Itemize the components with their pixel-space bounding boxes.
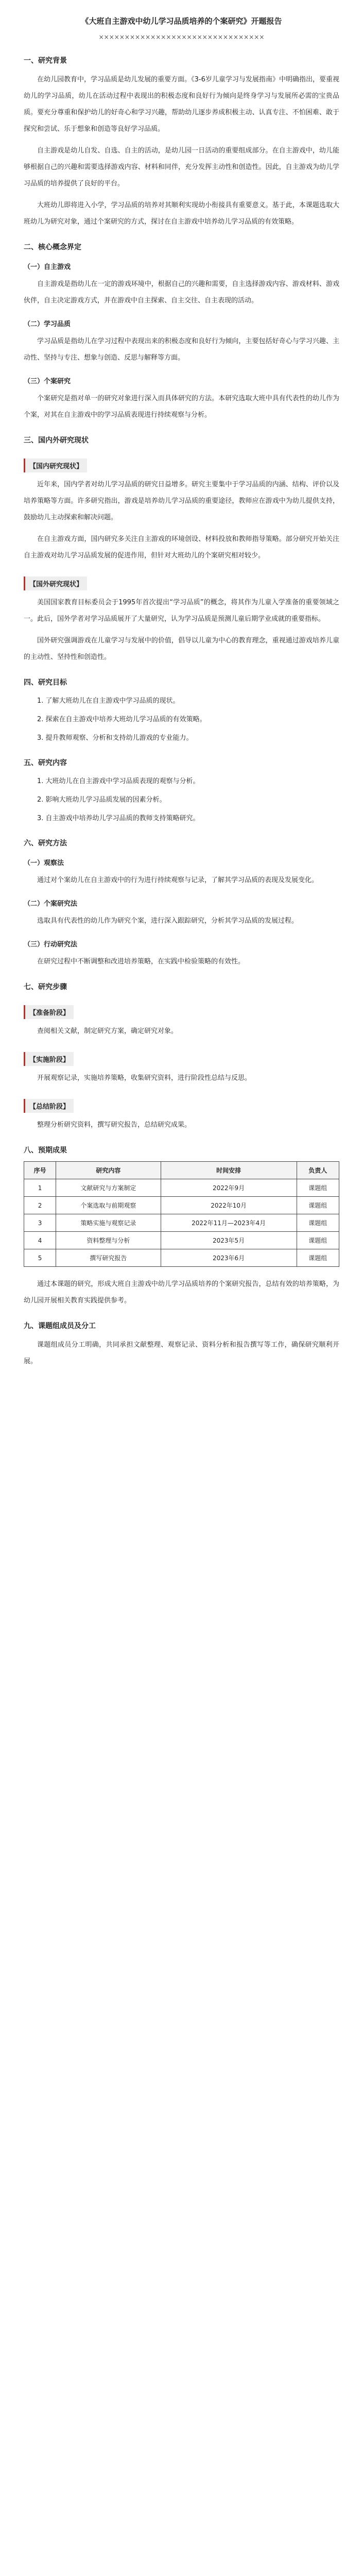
- document-tail: [24, 1276, 339, 1370]
- paragraph: 在研究过程中不断调整和改进培养策略，在实践中检验策略的有效性。: [37, 958, 245, 965]
- subsection-heading: （二）学习品质: [24, 320, 71, 328]
- document-body: [24, 55, 339, 1155]
- section-heading: 八、预期成果: [24, 1146, 67, 1155]
- table-row: [24, 1249, 339, 1267]
- section-tag: 【国外研究现状】: [24, 577, 87, 590]
- section-heading: 九、课题组成员及分工: [24, 1322, 96, 1330]
- subsection-heading: （三）行动研究法: [24, 941, 78, 948]
- table-row: [24, 1197, 339, 1214]
- subsection-heading: （一）自主游戏: [24, 263, 71, 271]
- table-cell: 4: [24, 1232, 56, 1249]
- list-item: 1. 了解大班幼儿在自主游戏中学习品质的现状。: [37, 697, 180, 705]
- section-heading: 二、核心概念界定: [24, 243, 81, 251]
- paragraph: 自主游戏是指幼儿在一定的游戏环境中，根据自己的兴趣和需要，自主选择游戏内容、游戏材料、游戏伙伴，自主决定游戏方式，并在游戏中自主探索、自主交往、自主表现的活动。: [24, 280, 339, 304]
- paragraph: 选取具有代表性的幼儿作为研究个案，进行深入跟踪研究，分析其学习品质的发展过程。: [37, 917, 299, 925]
- subsection-heading: （三）个案研究: [24, 378, 71, 385]
- schedule-table: [24, 1161, 339, 1267]
- table-cell: 课题组: [297, 1179, 339, 1197]
- table-cell: 5: [24, 1249, 56, 1267]
- table-row: [24, 1214, 339, 1232]
- paragraph: 国外研究强调游戏在儿童学习与发展中的价值，倡导以儿童为中心的教育理念，重视通过游戏培养儿童的主动性、坚持性和创造性。: [24, 637, 339, 661]
- table-cell: 3: [24, 1214, 56, 1232]
- subsection-heading: （二）个案研究法: [24, 900, 78, 908]
- paragraph: 开展观察记录，实施培养策略，收集研究资料，进行阶段性总结与反思。: [37, 1074, 252, 1082]
- paragraph: 在自主游戏方面，国内研究多关注自主游戏的环境创设、材料投放和教师指导策略。部分研究开始关注自主游戏对幼儿学习品质发展的促进作用，但针对大班幼儿的个案研究相对较少。: [24, 535, 339, 560]
- schedule-table-body: [24, 1179, 339, 1267]
- table-cell: 策略实施与观察记录: [56, 1214, 161, 1232]
- schedule-header-cell: 序号: [24, 1162, 56, 1179]
- list-item: 3. 提升教师观察、分析和支持幼儿游戏的专业能力。: [37, 734, 193, 742]
- paragraph: 在幼儿园教育中，学习品质是幼儿发展的重要方面。《3-6岁儿童学习与发展指南》中明确指出，要重视幼儿的学习品质，幼儿在活动过程中表现出的积极态度和良好行为倾向是终身学习与发展所必需的宝贵品质。要充分尊重和保护幼儿的好奇心和学习兴趣，帮助幼儿逐步养成积极主动、认真专注、不怕困难、敢于探究和尝试、乐于想象和创造等良好学习品质。: [24, 76, 339, 133]
- table-cell: 2023年5月: [161, 1232, 297, 1249]
- table-cell: 资料整理与分析: [56, 1232, 161, 1249]
- table-cell: 1: [24, 1179, 56, 1197]
- document-byline: ××××××××××××××××××××××××××××××××: [98, 33, 265, 41]
- section-heading: 三、国内外研究现状: [24, 436, 89, 445]
- schedule-table-header-row: [24, 1162, 339, 1179]
- table-cell: 课题组: [297, 1197, 339, 1214]
- section-tag: 【实施阶段】: [24, 1052, 74, 1066]
- paragraph: 自主游戏是幼儿自发、自选、自主的活动，是幼儿园一日活动的重要组成部分。在自主游戏中，幼儿能够根据自己的兴趣和需要选择游戏内容、材料和同伴，充分发挥主动性和创造性。因此，自主游戏为幼儿学习品质的培养提供了良好的平台。: [24, 147, 339, 188]
- table-cell: 课题组: [297, 1214, 339, 1232]
- section-heading: 五、研究内容: [24, 759, 67, 767]
- paragraph: 查阅相关文献，制定研究方案，确定研究对象。: [37, 1027, 178, 1035]
- paragraph: 通过对个案幼儿在自主游戏中的行为进行持续观察与记录，了解其学习品质的表现及发展变化。: [37, 876, 319, 884]
- section-tag: 【国内研究现状】: [24, 459, 87, 472]
- table-cell: 撰写研究报告: [56, 1249, 161, 1267]
- table-cell: 2023年6月: [161, 1249, 297, 1267]
- paragraph: 近年来，国内学者对幼儿学习品质的研究日益增多。研究主要集中于学习品质的内涵、结构、评价以及培养策略等方面。许多研究指出，游戏是培养幼儿学习品质的重要途径，教师应在游戏中为幼儿提供支持，鼓励幼儿主动探索和解决问题。: [24, 481, 339, 521]
- table-cell: 课题组: [297, 1232, 339, 1249]
- paragraph: 整理分析研究资料，撰写研究报告，总结研究成果。: [37, 1121, 192, 1129]
- paragraph: 通过本课题的研究，形成大班自主游戏中幼儿学习品质培养的个案研究报告，总结有效的培养策略，为幼儿园开展相关教育实践提供参考。: [24, 1280, 339, 1304]
- paragraph: 个案研究是指对单一的研究对象进行深入而具体研究的方法。本研究选取大班中具有代表性的幼儿作为个案，对其在自主游戏中的学习品质表现进行持续观察与分析。: [24, 395, 339, 419]
- table-cell: 个案选取与前期观察: [56, 1197, 161, 1214]
- schedule-header-cell: 时间安排: [161, 1162, 297, 1179]
- paragraph: 学习品质是指幼儿在学习过程中表现出来的积极态度和良好行为倾向，主要包括好奇心与学习兴趣、主动性、坚持与专注、想象与创造、反思与解释等方面。: [24, 337, 339, 362]
- table-cell: 课题组: [297, 1249, 339, 1267]
- section-tag: 【准备阶段】: [24, 1005, 74, 1019]
- table-row: [24, 1179, 339, 1197]
- table-cell: 2022年9月: [161, 1179, 297, 1197]
- section-tag: 【总结阶段】: [24, 1099, 74, 1113]
- list-item: 2. 探索在自主游戏中培养大班幼儿学习品质的有效策略。: [37, 716, 206, 723]
- section-heading: 四、研究目标: [24, 679, 67, 687]
- list-item: 1. 大班幼儿在自主游戏中学习品质表现的观察与分析。: [37, 777, 200, 785]
- table-row: [24, 1232, 339, 1249]
- list-item: 3. 自主游戏中培养幼儿学习品质的教师支持策略研究。: [37, 815, 200, 822]
- table-cell: 2022年10月: [161, 1197, 297, 1214]
- list-item: 2. 影响大班幼儿学习品质发展的因素分析。: [37, 796, 166, 804]
- schedule-header-cell: 研究内容: [56, 1162, 161, 1179]
- table-cell: 2: [24, 1197, 56, 1214]
- paragraph: 美国国家教育目标委员会于1995年首次提出“学习品质”的概念，将其作为儿童入学准备的重要领域之一。此后，国外学者对学习品质展开了大量研究，认为学习品质是预测儿童后期学业成就的重要指标。: [24, 599, 339, 623]
- section-heading: 七、研究步骤: [24, 983, 67, 991]
- section-heading: 六、研究方法: [24, 839, 67, 848]
- section-heading: 一、研究背景: [24, 57, 67, 65]
- paragraph: 大班幼儿即将进入小学，学习品质的培养对其顺利实现幼小衔接具有重要意义。基于此，本课题选取大班幼儿为研究对象，通过个案研究的方式，探讨在自主游戏中培养幼儿学习品质的有效策略。: [24, 201, 339, 226]
- subsection-heading: （一）观察法: [24, 859, 64, 867]
- table-cell: 2022年11月—2023年4月: [161, 1214, 297, 1232]
- paragraph: 课题组成员分工明确，共同承担文献整理、观察记录、资料分析和报告撰写等工作，确保研究顺利开展。: [24, 1341, 339, 1365]
- table-cell: 文献研究与方案制定: [56, 1179, 161, 1197]
- schedule-header-cell: 负责人: [297, 1162, 339, 1179]
- document-title: 《大班自主游戏中幼儿学习品质培养的个案研究》开题报告: [81, 16, 282, 26]
